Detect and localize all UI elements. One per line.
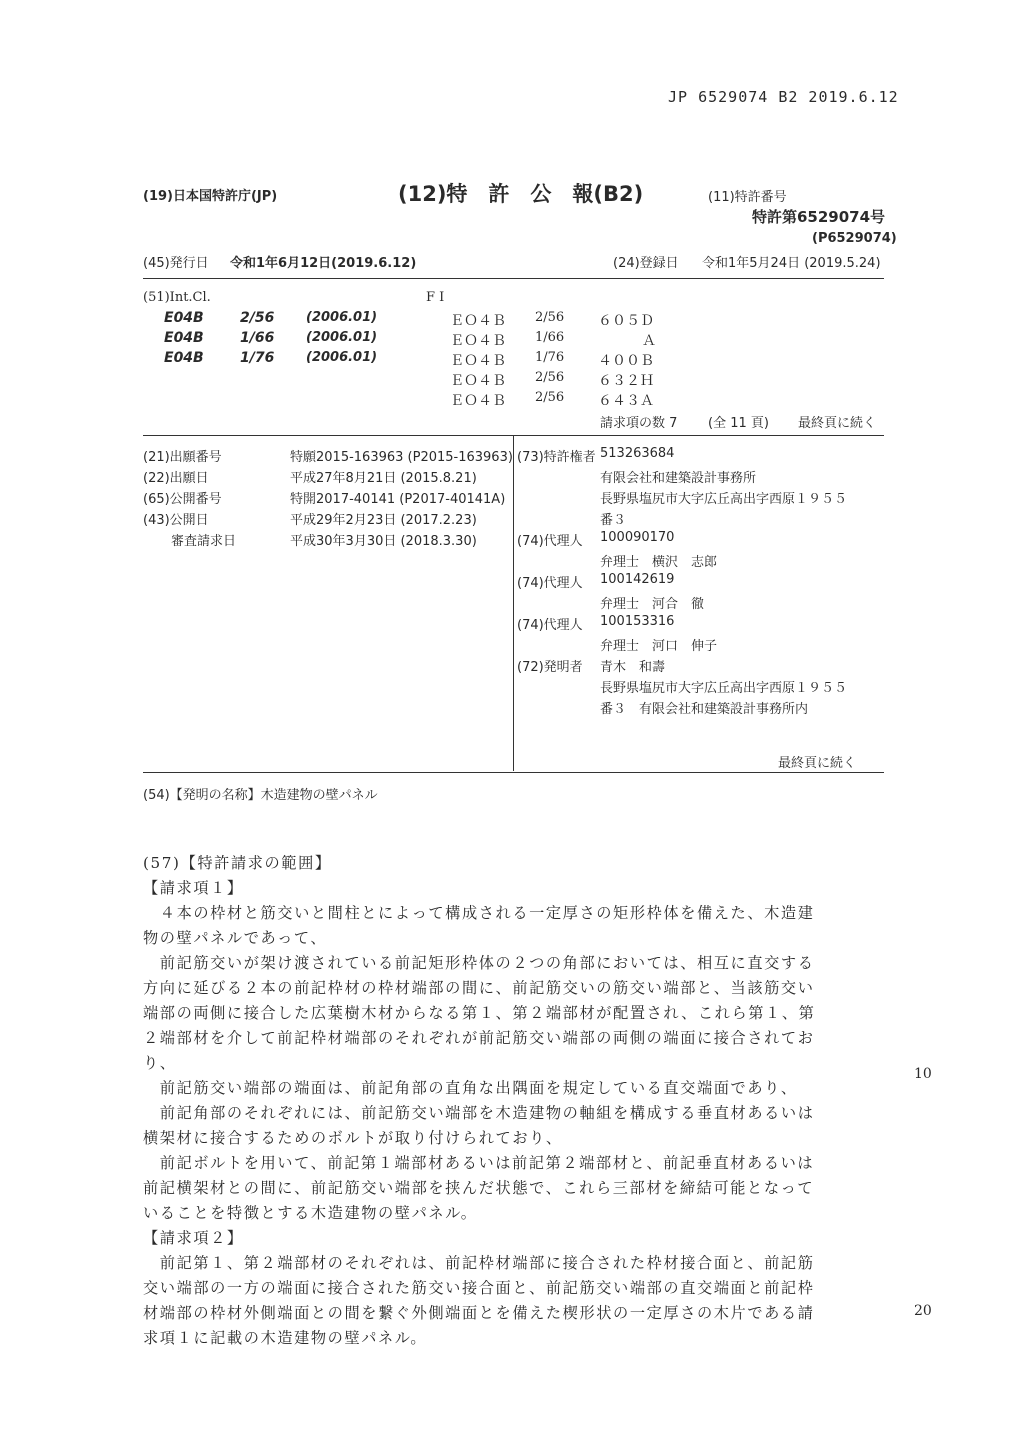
bib-value: 100153316 bbox=[600, 614, 675, 629]
bib-label: (74)代理人 bbox=[517, 534, 583, 549]
document-id: JP 6529074 B2 2019.6.12 bbox=[668, 88, 899, 106]
bib-value: 長野県塩尻市大字広丘高出字西原１９５５ bbox=[600, 681, 848, 696]
fi-code: ＥＯ４Ｂ bbox=[450, 313, 506, 329]
claim-line: 前記横架材との間に、前記筋交い端部を挟んだ状態で、これら三部材を締結可能となって bbox=[143, 1179, 815, 1197]
fi-group: 2/56 bbox=[535, 370, 565, 385]
bib-value: 特願2015-163963 (P2015-163963) bbox=[290, 450, 513, 465]
invention-title: (54)【発明の名称】木造建物の壁パネル bbox=[143, 788, 378, 803]
bib-value: 100090170 bbox=[600, 530, 675, 545]
fi-code: ＥＯ４Ｂ bbox=[450, 393, 506, 409]
bib-value: 弁理士 河口 伸子 bbox=[600, 639, 718, 654]
divider-bottom bbox=[143, 772, 884, 773]
claim-line: 前記ボルトを用いて、前記第１端部材あるいは前記第２端部材と、前記垂直材あるいは bbox=[143, 1154, 815, 1172]
fi-code: ＥＯ４Ｂ bbox=[450, 353, 506, 369]
claims-heading: (57)【特許請求の範囲】 bbox=[143, 854, 332, 872]
bib-label: 審査請求日 bbox=[158, 534, 237, 549]
patent-number-alt: (P6529074) bbox=[812, 231, 897, 246]
claim-line: 横架材に接合するためのボルトが取り付けられており、 bbox=[143, 1129, 563, 1147]
intcl-version: (2006.01) bbox=[306, 310, 378, 325]
column-divider bbox=[513, 436, 514, 771]
claim-line: 交い端部の一方の端面に接合された筋交い接合面と、前記筋交い端部の直交端面と前記枠 bbox=[143, 1279, 815, 1297]
claim-line: 方向に延びる２本の前記枠材の枠材端部の間に、前記筋交いの筋交い端部と、当該筋交い bbox=[143, 979, 815, 997]
bib-continued-note: 最終頁に続く bbox=[778, 756, 857, 771]
patent-number-label: (11)特許番号 bbox=[708, 190, 787, 205]
bib-value: 弁理士 横沢 志郎 bbox=[600, 555, 718, 570]
fi-code: ＥＯ４Ｂ bbox=[450, 373, 506, 389]
intcl-group: 1/66 bbox=[240, 330, 275, 346]
claim-line: 前記筋交い端部の端面は、前記角部の直角な出隅面を規定している直交端面であり、 bbox=[143, 1079, 798, 1097]
line-number-20: 20 bbox=[914, 1303, 932, 1319]
bib-value: 513263684 bbox=[600, 446, 675, 461]
registration-date-label: (24)登録日 bbox=[613, 256, 679, 271]
bib-value: 長野県塩尻市大字広丘高出字西原１９５５ bbox=[600, 492, 848, 507]
bib-value: 青木 和壽 bbox=[600, 660, 666, 675]
issuing-office: (19)日本国特許庁(JP) bbox=[143, 189, 278, 204]
intcl-code: E04B bbox=[164, 350, 204, 366]
bib-value: 平成29年2月23日 (2017.2.23) bbox=[290, 513, 477, 528]
claim-line: り、 bbox=[143, 1054, 177, 1072]
fi-suffix: ６４３Ａ bbox=[598, 393, 654, 409]
claim-line: 材端部の枠材外側端面との間を繋ぐ外側端面とを備えた楔形状の一定厚さの木片である請 bbox=[143, 1304, 815, 1322]
intcl-version: (2006.01) bbox=[306, 350, 378, 365]
bib-value: 100142619 bbox=[600, 572, 675, 587]
bib-value: 平成27年8月21日 (2015.8.21) bbox=[290, 471, 477, 486]
bib-value: 平成30年3月30日 (2018.3.30) bbox=[290, 534, 477, 549]
bib-value: 有限会社和建築設計事務所 bbox=[600, 471, 757, 486]
registration-date: 令和1年5月24日 (2019.5.24) bbox=[702, 256, 881, 271]
intcl-group: 2/56 bbox=[240, 310, 275, 326]
line-number-10: 10 bbox=[914, 1066, 932, 1082]
publication-type: (12)特 許 公 報(B2) bbox=[398, 182, 644, 206]
divider-top bbox=[143, 278, 884, 279]
issue-date: 令和1年6月12日(2019.6.12) bbox=[230, 256, 417, 271]
page-count: (全 11 頁) bbox=[708, 416, 769, 431]
claim-line: 求項１に記載の木造建物の壁パネル。 bbox=[143, 1329, 428, 1347]
intcl-code: E04B bbox=[164, 310, 204, 326]
patent-number: 特許第6529074号 bbox=[752, 208, 886, 226]
fi-suffix: ６３２Ｈ bbox=[598, 373, 654, 389]
fi-code: ＥＯ４Ｂ bbox=[450, 333, 506, 349]
bib-label: (73)特許権者 bbox=[517, 450, 596, 465]
bib-label: (22)出願日 bbox=[143, 471, 209, 486]
bib-value: 弁理士 河合 徹 bbox=[600, 597, 705, 612]
bib-label: (21)出願番号 bbox=[143, 450, 222, 465]
fi-group: 1/76 bbox=[535, 350, 565, 365]
bib-label: (72)発明者 bbox=[517, 660, 583, 675]
fi-label: F I bbox=[426, 290, 445, 305]
claim-line: 前記第１、第２端部材のそれぞれは、前記枠材端部に接合された枠材接合面と、前記筋 bbox=[143, 1254, 815, 1272]
intcl-code: E04B bbox=[164, 330, 204, 346]
continued-note: 最終頁に続く bbox=[798, 416, 877, 431]
claim-line: 前記筋交いが架け渡されている前記矩形枠体の２つの角部においては、相互に直交する bbox=[143, 954, 815, 972]
bib-label: (43)公開日 bbox=[143, 513, 209, 528]
bib-label: (65)公開番号 bbox=[143, 492, 222, 507]
claim-line: 前記角部のそれぞれには、前記筋交い端部を木造建物の軸組を構成する垂直材あるいは bbox=[143, 1104, 815, 1122]
bib-value: 番３ bbox=[600, 513, 627, 528]
intcl-version: (2006.01) bbox=[306, 330, 378, 345]
claim-line: ２端部材を介して前記枠材端部のそれぞれが前記筋交い端部の両側の端面に接合されてお bbox=[143, 1029, 815, 1047]
fi-group: 2/56 bbox=[535, 390, 565, 405]
fi-suffix: Ａ bbox=[642, 333, 656, 349]
bib-label: (74)代理人 bbox=[517, 576, 583, 591]
fi-suffix: ６０５Ｄ bbox=[598, 313, 654, 329]
claim-line: 【請求項２】 bbox=[143, 1229, 244, 1247]
claim-line: 【請求項１】 bbox=[143, 879, 244, 897]
claims-count: 請求項の数 7 bbox=[600, 416, 678, 431]
fi-group: 2/56 bbox=[535, 310, 565, 325]
claim-line: いることを特徴とする木造建物の壁パネル。 bbox=[143, 1204, 478, 1222]
intcl-group: 1/76 bbox=[240, 350, 275, 366]
intcl-label: (51)Int.Cl. bbox=[143, 290, 211, 305]
bib-value: 特開2017-40141 (P2017-40141A) bbox=[290, 492, 506, 507]
claim-line: ４本の枠材と筋交いと間柱とによって構成される一定厚さの矩形枠体を備えた、木造建 bbox=[143, 904, 815, 922]
claim-line: 物の壁パネルであって、 bbox=[143, 929, 328, 947]
bib-label: (74)代理人 bbox=[517, 618, 583, 633]
claim-line: 端部の両側に接合した広葉樹木材からなる第１、第２端部材が配置され、これら第１、第 bbox=[143, 1004, 816, 1022]
bib-value: 番３ 有限会社和建築設計事務所内 bbox=[600, 702, 809, 717]
fi-group: 1/66 bbox=[535, 330, 565, 345]
fi-suffix: ４００Ｂ bbox=[598, 353, 654, 369]
issue-date-label: (45)発行日 bbox=[143, 256, 209, 271]
